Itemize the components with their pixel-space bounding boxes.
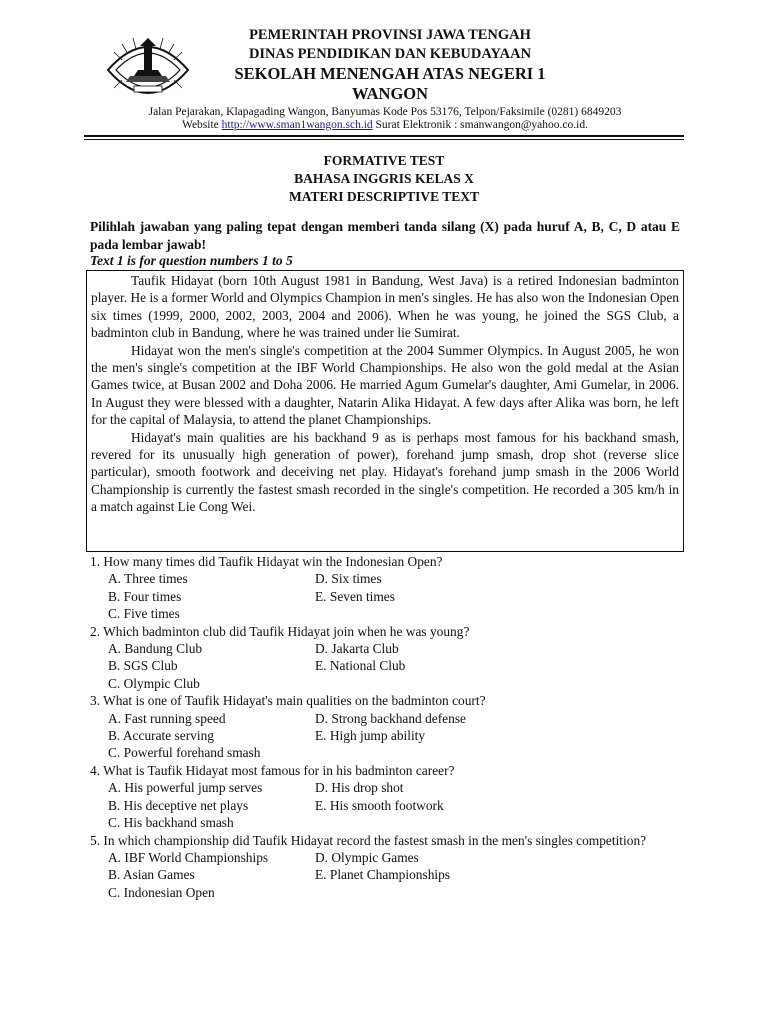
question-3 — [90, 692, 680, 762]
test-title: FORMATIVE TEST — [323, 153, 445, 168]
school-address: Jalan Pejarakan, Klapagading Wangon, Banyumas Kode Pos 53176, Telpon/Faksimile (0281) 6849203 — [148, 106, 622, 118]
question-list — [90, 553, 680, 901]
options-grid — [90, 710, 680, 762]
header-line-department: DINAS PENDIDIKAN DAN KEBUDAYAAN — [248, 46, 532, 62]
option-e[interactable]: E. His smooth footwork — [315, 797, 444, 813]
reading-passage — [86, 270, 684, 552]
options-grid — [90, 570, 680, 622]
options-grid — [90, 849, 680, 901]
website-label: Website — [182, 119, 219, 131]
passage-paragraph-3: Hidayat's main qualities are his backhand 9 as is perhaps most famous for his backhand smash, revered for its unusually high generation of power), forehand jump smash, drop shot (reverse slice particular), smooth footwork and deceiving net play. Hidayat's forehand jump smash in the 2006 World Championship is currently the fastest smash recorded in the single's competition. He recorded a 305 km/h in a match against Lie Cong Wei. — [91, 429, 679, 515]
option-c[interactable]: C. Powerful forehand smash — [108, 745, 261, 761]
question-stem: 3. What is one of Taufik Hidayat's main qualities on the badminton court? — [90, 693, 486, 709]
option-a[interactable]: A. His powerful jump serves — [108, 780, 263, 796]
option-a[interactable]: A. Three times — [108, 571, 188, 587]
option-d[interactable]: D. Olympic Games — [315, 849, 419, 865]
text-label: Text 1 is for question numbers 1 to 5 — [90, 253, 293, 268]
header-line-government: PEMERINTAH PROVINSI JAWA TENGAH — [249, 27, 531, 43]
website-link[interactable]: http://www.sman1wangon.sch.id — [221, 119, 373, 131]
email-address: smanwangon@yahoo.co.id. — [460, 119, 588, 131]
question-1 — [90, 553, 680, 623]
test-material: MATERI DESCRIPTIVE TEXT — [288, 189, 480, 204]
options-grid — [90, 640, 680, 692]
option-e[interactable]: E. Planet Championships — [315, 867, 451, 883]
question-stem: 2. Which badminton club did Taufik Hidayat join when he was young? — [90, 623, 470, 639]
option-c[interactable]: C. Five times — [108, 606, 180, 622]
province-emblem-logo — [100, 30, 196, 110]
passage-paragraph-1: Taufik Hidayat (born 10th August 1981 in Bandung, West Java) is a retired Indonesian badminton player. He is a former World and Olympics Champion in men's singles. He has also won the Indonesian Open six times (1999, 2000, 2002, 2003, 2004 and 2006). When he was young, he joined the SGS Club, a badminton club in Bandung, where he was trained under lie Sumirat. — [91, 273, 679, 341]
question-stem: 1. How many times did Taufik Hidayat win the Indonesian Open? — [90, 554, 443, 569]
option-d[interactable]: D. Strong backhand defense — [315, 710, 466, 726]
option-b[interactable]: B. His deceptive net plays — [108, 797, 249, 813]
question-2 — [90, 623, 680, 693]
option-d[interactable]: D. Six times — [315, 571, 382, 587]
option-a[interactable]: A. IBF World Championships — [108, 849, 269, 865]
options-grid — [90, 779, 680, 831]
option-b[interactable]: B. Four times — [108, 588, 182, 604]
option-a[interactable]: A. Fast running speed — [108, 710, 226, 726]
option-c[interactable]: C. Olympic Club — [108, 675, 200, 691]
option-e[interactable]: E. National Club — [315, 658, 406, 674]
option-c[interactable]: C. Indonesian Open — [108, 884, 215, 900]
school-address-block — [80, 106, 690, 132]
instruction-text: Pilihlah jawaban yang paling tepat dengan memberi tanda silang (X) pada huruf A, B, C, D atau E pada lembar jawab! — [90, 219, 680, 252]
question-stem: 4. What is Taufik Hidayat most famous for in his badminton career? — [90, 762, 455, 778]
test-titles — [84, 152, 684, 206]
option-d[interactable]: D. His drop shot — [315, 780, 404, 796]
email-label: Surat Elektronik : — [375, 119, 458, 131]
school-header — [190, 26, 590, 104]
header-divider-thin — [84, 139, 684, 140]
option-b[interactable]: B. Accurate serving — [108, 728, 214, 744]
option-e[interactable]: E. Seven times — [315, 588, 395, 604]
option-c[interactable]: C. His backhand smash — [108, 815, 234, 831]
option-e[interactable]: E. High jump ability — [315, 728, 426, 744]
test-subject: BAHASA INGGRIS KELAS X — [294, 171, 474, 186]
header-divider-thick — [84, 135, 684, 137]
school-contact — [80, 119, 690, 132]
option-b[interactable]: B. Asian Games — [108, 867, 195, 883]
passage-paragraph-2: Hidayat won the men's single's competition at the 2004 Summer Olympics. In August 2005, he won the men's single's competition at the IBF World Championships. He also won the gold medal at the Asian Games twice, at Busan 2002 and Doha 2006. He married Agum Gumelar's daughter, Ami Gumelar, in 2006. In August they were blessed with a daughter, Natarin Alika Hidayat. A few days after Alika was born, he left for the capital of Malaysia, to attend the planet Championships. — [91, 342, 679, 428]
option-b[interactable]: B. SGS Club — [108, 658, 178, 674]
option-a[interactable]: A. Bandung Club — [108, 641, 203, 657]
header-line-school-name: SEKOLAH MENENGAH ATAS NEGERI 1 — [234, 64, 546, 83]
header-line-school-town: WANGON — [351, 84, 429, 103]
question-5 — [90, 832, 680, 902]
question-4 — [90, 762, 680, 832]
option-d[interactable]: D. Jakarta Club — [315, 641, 399, 657]
question-stem: 5. In which championship did Taufik Hidayat record the fastest smash in the men's singles competition? — [90, 832, 647, 848]
